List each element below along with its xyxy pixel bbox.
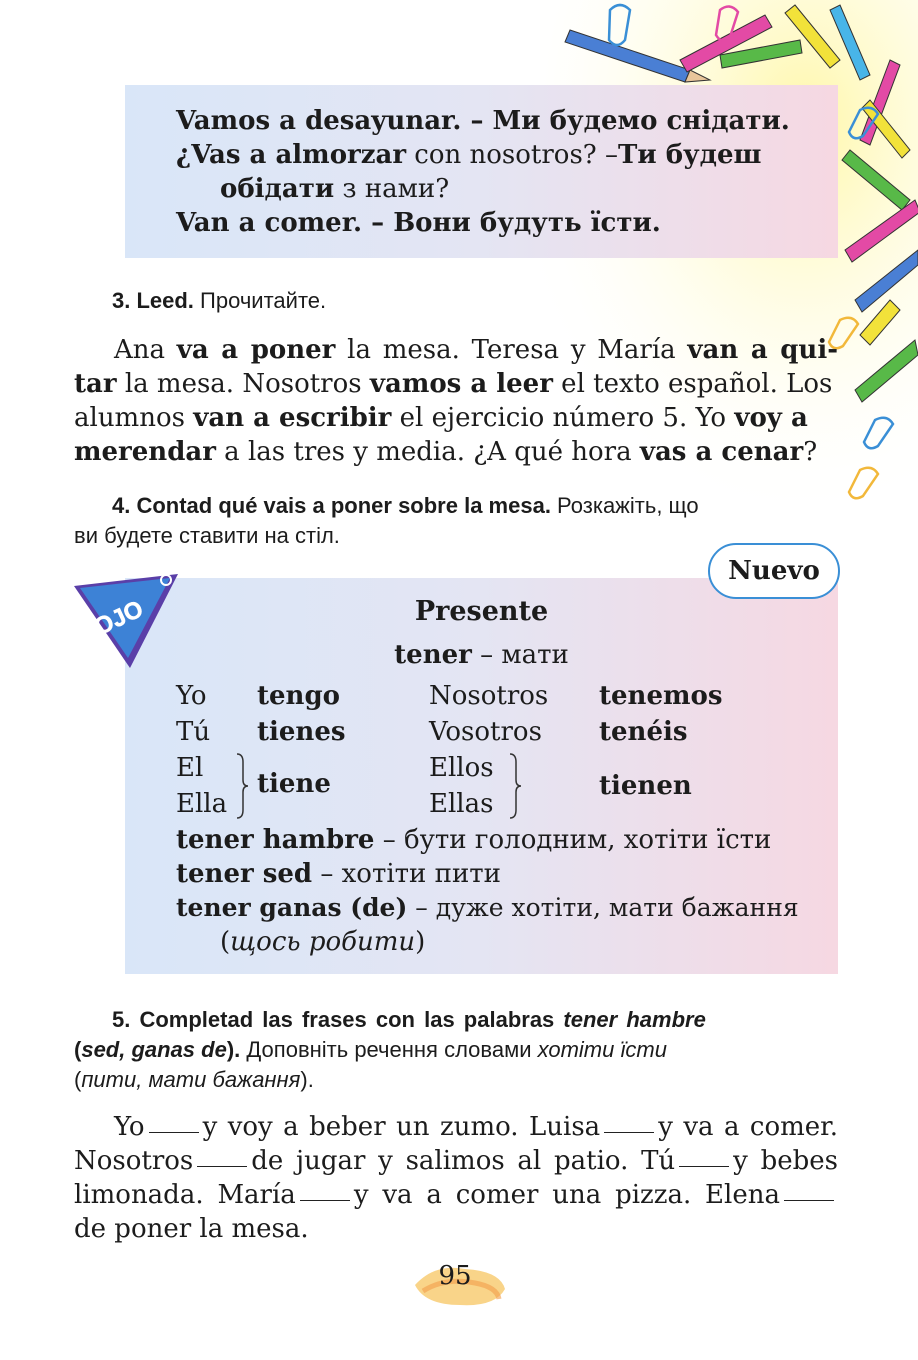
task-4-heading [112, 491, 699, 521]
task-5-label-italic: tener hambre [563, 1007, 706, 1032]
verb-form: tienes [257, 717, 346, 747]
paren: ( [220, 927, 231, 957]
text-line: Ana va a poner la mesa. Teresa y María van a qui- [114, 335, 838, 365]
blank-field[interactable] [679, 1166, 729, 1167]
verb-translation: – мати [471, 640, 569, 670]
expression-3 [176, 890, 799, 926]
brace-icon [234, 752, 250, 820]
task-4-instruction-2: ви будете ставити на стіл. [74, 523, 340, 548]
expression-3-note [220, 924, 425, 960]
task-4-heading-2 [74, 521, 340, 551]
task-3-label: 3. Leed. [112, 288, 194, 313]
paren: ) [415, 927, 426, 957]
exercise-line: de poner la mesa. [74, 1214, 309, 1244]
task-3-instruction: Прочитайте. [193, 288, 327, 313]
text-line: merendar a las tres y media. ¿A qué hora vas a cenar? [74, 437, 818, 467]
expression-es: tener sed [176, 859, 313, 889]
task-5-heading-3: (пити, мати бажання). [74, 1067, 314, 1092]
task-4-label: 4. Contad qué vais a poner sobre la mesa. [112, 493, 551, 518]
example-line-1 [176, 104, 790, 138]
example-es-rest: con nosotros? – [406, 140, 619, 170]
expression-es: tener ganas (de) [176, 893, 408, 922]
pronoun: Tú [176, 717, 211, 747]
task-5-heading [112, 1005, 706, 1035]
ojo-label: OJO [90, 595, 148, 642]
expression-ua: – дуже хотіти, мати бажання [407, 893, 799, 922]
grammar-title: Presente [414, 596, 549, 627]
blank-field[interactable] [604, 1132, 654, 1133]
brace-icon [507, 752, 523, 820]
verb-form: tienen [599, 771, 692, 801]
blank-field[interactable] [197, 1166, 247, 1167]
example-line-2 [176, 138, 762, 172]
task-5-label-italic: sed, ganas de [81, 1037, 227, 1062]
pronoun: Ella [176, 789, 228, 819]
expression-1 [176, 822, 771, 858]
dash: – [362, 208, 394, 238]
page-number: 95 [438, 1261, 472, 1291]
task-5-label: 5. Completad las frases con las palabras [112, 1007, 564, 1032]
example-ua: обідати [220, 174, 335, 204]
expression-2 [176, 856, 501, 892]
example-ua: Вони будуть їсти. [393, 208, 661, 238]
example-es: Van a comer. [176, 208, 363, 238]
example-ua-rest: з нами? [334, 174, 450, 204]
verb-form: tiene [257, 769, 331, 799]
task-5-instruction: Доповніть речення словами [240, 1037, 538, 1062]
expression-ua: – бути голодним, хотіти їсти [374, 825, 772, 855]
task-5-heading-2: (sed, ganas de). Доповніть речення словами хотіти їсти [74, 1037, 667, 1062]
example-es: ¿Vas a almorzar [176, 140, 407, 170]
example-line-3 [220, 172, 449, 206]
expression-ua: – хотіти пити [312, 859, 502, 889]
pronoun: Ellos [429, 753, 494, 783]
pronoun: Yo [176, 681, 207, 711]
task-5-instruction-italic: хотіти їсти [537, 1037, 667, 1062]
example-ua: Ти будеш [618, 140, 762, 170]
task-4-instruction: Розкажіть, що [550, 493, 699, 518]
task-3-text [74, 333, 838, 469]
text-line: alumnos van a escribir el ejercicio número 5. Yo voy a [74, 403, 808, 433]
nuevo-badge: Nuevo [708, 543, 840, 599]
task-5-exercise [74, 1110, 838, 1246]
example-es: Vamos a desayunar. [176, 106, 462, 136]
exercise-line: Nosotros de jugar y salimos al patio. Tú y bebes [74, 1146, 838, 1176]
verb-form: tenéis [599, 717, 688, 747]
verb-form: tenemos [599, 681, 723, 711]
pronoun: El [176, 753, 204, 783]
expression-note: щось робити [230, 927, 416, 957]
exercise-line: limonada. María y va a comer una pizza. Elena [74, 1178, 838, 1212]
pronoun: Ellas [429, 789, 494, 819]
blank-field[interactable] [300, 1200, 350, 1201]
example-ua: Ми будемо снідати. [492, 106, 790, 136]
blank-field[interactable] [784, 1200, 834, 1201]
expression-es: tener hambre [176, 825, 375, 855]
task-3-heading [112, 286, 326, 316]
task-5-instruction-italic: пити, мати бажання [81, 1067, 301, 1092]
grammar-verb [125, 637, 838, 673]
verb-form: tengo [257, 681, 340, 711]
pronoun: Vosotros [429, 717, 542, 747]
text-line: tar la mesa. Nosotros vamos a leer el texto español. Los [74, 369, 833, 399]
pronoun: Nosotros [429, 681, 549, 711]
dash: – [461, 106, 493, 136]
exercise-line: Yo y voy a beber un zumo. Luisa y va a comer. [114, 1112, 839, 1142]
example-line-4 [176, 206, 661, 240]
blank-field[interactable] [149, 1132, 199, 1133]
verb: tener [394, 640, 472, 670]
